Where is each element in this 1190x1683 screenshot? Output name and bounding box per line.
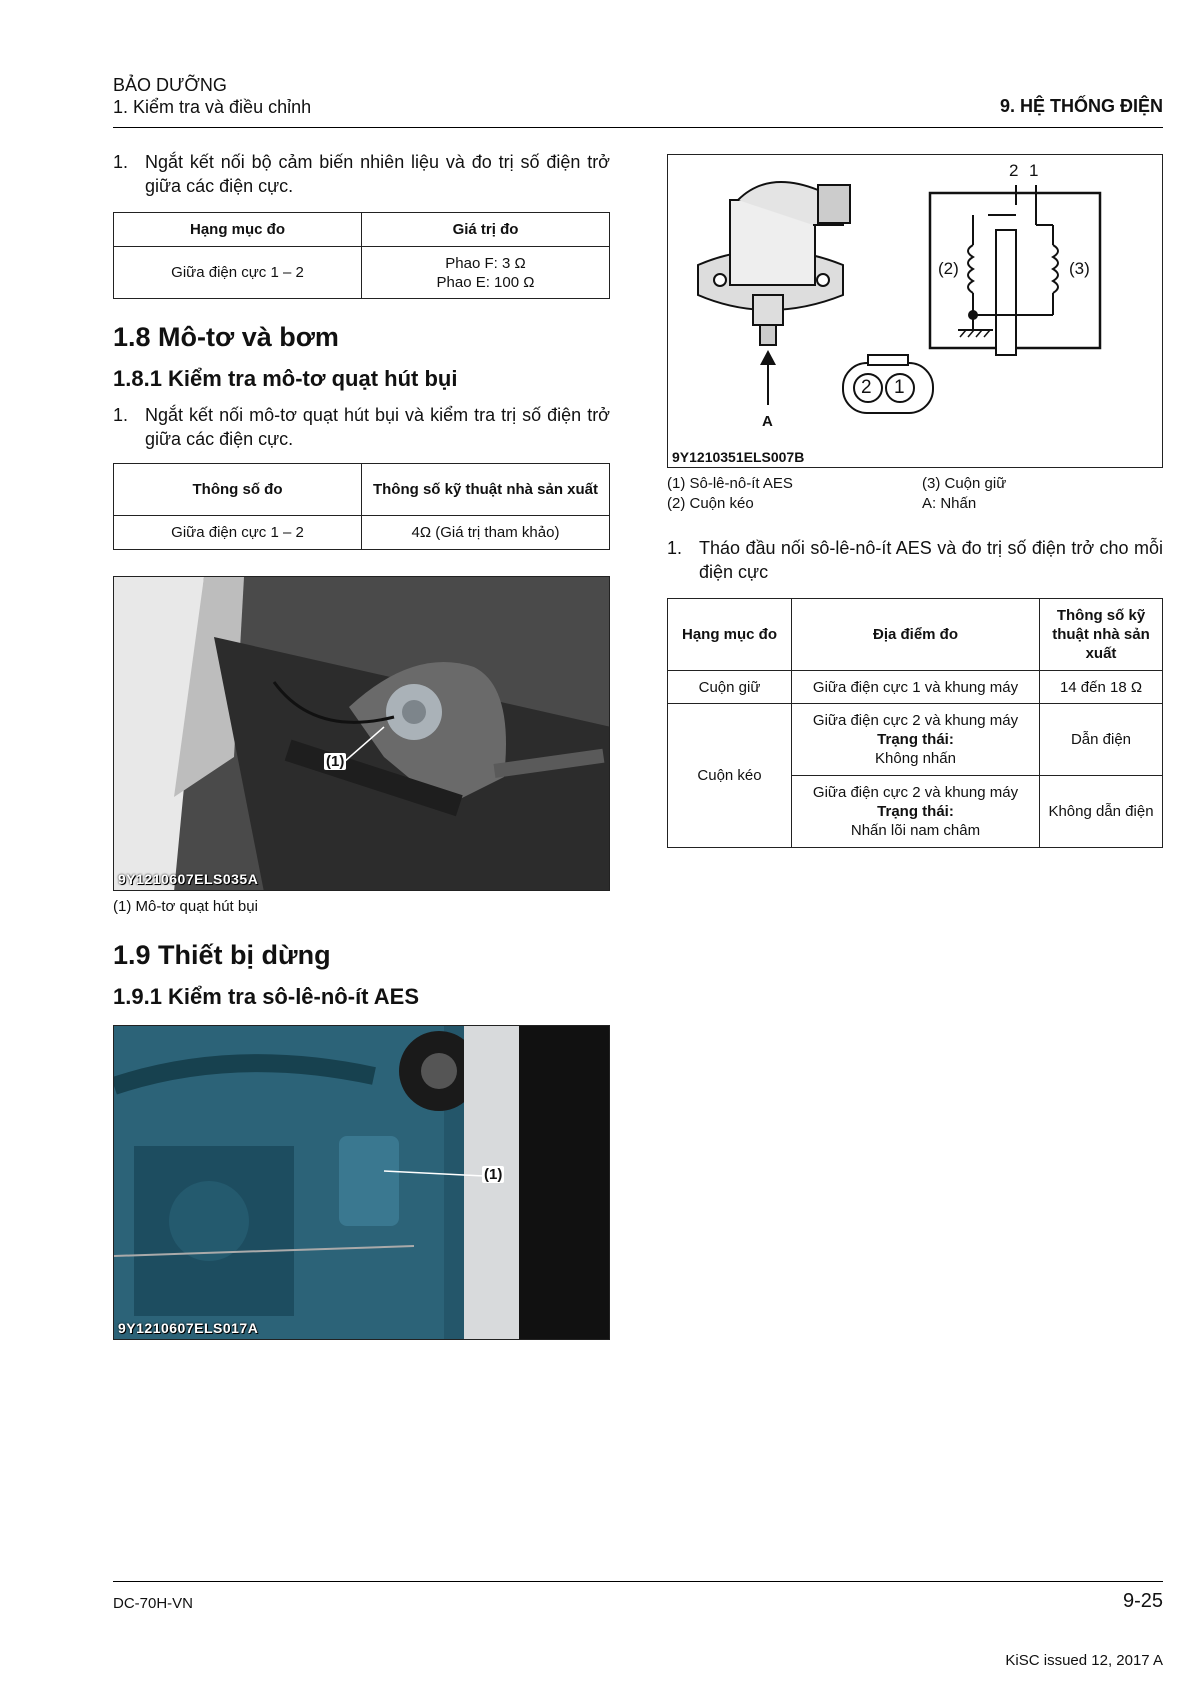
table-cell: 4Ω (Giá trị tham khảo) bbox=[362, 516, 610, 550]
step-number: 1. bbox=[113, 152, 129, 172]
section-title-1-8: 1.8 Mô-tơ và bơm bbox=[113, 322, 339, 352]
solenoid-diagram bbox=[667, 154, 1163, 468]
state-label: Trạng thái: bbox=[877, 731, 954, 748]
legend-item: (2) Cuộn kéo bbox=[667, 495, 754, 512]
footer-rule bbox=[113, 1581, 1163, 1582]
aes-solenoid-table bbox=[667, 598, 1163, 848]
header-rule bbox=[113, 127, 1163, 128]
footer-doc-code: DC-70H-VN bbox=[113, 1595, 194, 1612]
table-header: Giá trị đo bbox=[362, 213, 610, 247]
step-text: Tháo đầu nối sô-lê-nô-ít AES và đo trị số điện trở cho mỗi điện cực bbox=[699, 538, 1163, 582]
right-column bbox=[667, 154, 1163, 848]
section-title-1-9: 1.9 Thiết bị dừng bbox=[113, 940, 331, 970]
left-column bbox=[113, 150, 610, 1340]
table-header: Địa điểm đo bbox=[792, 599, 1040, 671]
table-cell: Cuộn kéo bbox=[668, 704, 792, 848]
diagram-legend bbox=[667, 474, 1163, 514]
table-header: Thông số đo bbox=[114, 464, 362, 516]
table-cell: Cuộn giữ bbox=[668, 671, 792, 704]
header-chapter: 9. HỆ THỐNG ĐIỆN bbox=[999, 96, 1163, 116]
table-cell: 14 đến 18 Ω bbox=[1040, 671, 1163, 704]
issued-note: KiSC issued 12, 2017 A bbox=[1005, 1652, 1163, 1669]
terminal-label-2: 2 bbox=[1009, 161, 1019, 180]
diagram-code: 9Y1210351ELS007B bbox=[672, 449, 805, 465]
fan-motor-table bbox=[113, 463, 610, 550]
table-cell: Không dẫn điện bbox=[1040, 776, 1163, 848]
table-cell bbox=[792, 704, 1040, 776]
arrow-label: A bbox=[762, 413, 773, 430]
photo-caption: (1) Mô-tơ quạt hút bụi bbox=[113, 898, 258, 915]
state-value: Nhấn lõi nam châm bbox=[850, 822, 981, 839]
value-float-f: Phao F: 3 Ω bbox=[445, 254, 526, 272]
value-float-e: Phao E: 100 Ω bbox=[436, 273, 535, 291]
table-cell bbox=[362, 247, 610, 299]
state-label: Trạng thái: bbox=[877, 803, 954, 820]
table-cell: Dẫn điện bbox=[1040, 704, 1163, 776]
legend-item: (3) Cuộn giữ bbox=[922, 475, 1007, 492]
step-number: 1. bbox=[113, 405, 129, 425]
page-header bbox=[113, 74, 1163, 118]
connector-pin-2: 2 bbox=[861, 377, 872, 398]
table-cell: Giữa điện cực 1 – 2 bbox=[114, 247, 362, 299]
callout-label: (1) bbox=[326, 753, 345, 770]
coil-label-hold: (3) bbox=[1069, 259, 1090, 278]
fan-motor-photo-art bbox=[114, 577, 610, 891]
table-header: Thông số kỹ thuật nhà sản xuất bbox=[1040, 599, 1163, 671]
engine-photo-art bbox=[114, 1026, 610, 1340]
fuel-sensor-table bbox=[113, 212, 610, 299]
header-subsection: 1. Kiểm tra và điều chỉnh bbox=[113, 97, 312, 117]
page-number: 9-25 bbox=[1122, 1590, 1163, 1612]
table-header: Thông số kỹ thuật nhà sản xuất bbox=[362, 464, 610, 516]
photo-code: 9Y1210607ELS035A bbox=[118, 871, 259, 887]
terminal-label-1: 1 bbox=[1029, 161, 1039, 180]
solenoid-diagram-art bbox=[668, 155, 1163, 468]
legend-item: (1) Sô-lê-nô-ít AES bbox=[667, 475, 793, 492]
table-cell bbox=[792, 776, 1040, 848]
state-value: Không nhấn bbox=[875, 750, 956, 767]
table-header: Hạng mục đo bbox=[114, 213, 362, 247]
table-header: Hạng mục đo bbox=[668, 599, 792, 671]
step-fan-motor bbox=[113, 403, 610, 451]
table-cell: Giữa điện cực 1 và khung máy bbox=[792, 671, 1040, 704]
coil-label-pull: (2) bbox=[938, 259, 959, 278]
table-cell: Giữa điện cực 1 – 2 bbox=[114, 516, 362, 550]
legend-item: A: Nhấn bbox=[922, 495, 977, 512]
connector-pin-1: 1 bbox=[894, 377, 905, 398]
step-text: Ngắt kết nối bộ cảm biến nhiên liệu và đo trị số điện trở giữa các điện cực. bbox=[145, 152, 610, 196]
subsection-title-1-8-1: 1.8.1 Kiểm tra mô-tơ quạt hút bụi bbox=[113, 366, 458, 391]
measure-place: Giữa điện cực 2 và khung máy bbox=[812, 784, 1019, 801]
header-section: BẢO DƯỠNG bbox=[113, 75, 227, 95]
step-text: Ngắt kết nối mô-tơ quạt hút bụi và kiểm tra trị số điện trở giữa các điện cực. bbox=[145, 405, 610, 449]
photo-code: 9Y1210607ELS017A bbox=[118, 1320, 259, 1336]
step-aes-solenoid bbox=[667, 536, 1163, 584]
subsection-title-1-9-1: 1.9.1 Kiểm tra sô-lê-nô-ít AES bbox=[113, 984, 420, 1009]
measure-place: Giữa điện cực 2 và khung máy bbox=[812, 712, 1019, 729]
step-fuel-sensor bbox=[113, 150, 610, 198]
callout-label: (1) bbox=[484, 1166, 503, 1183]
engine-photo bbox=[113, 1025, 610, 1340]
step-number: 1. bbox=[667, 538, 683, 558]
fan-motor-photo bbox=[113, 576, 610, 891]
